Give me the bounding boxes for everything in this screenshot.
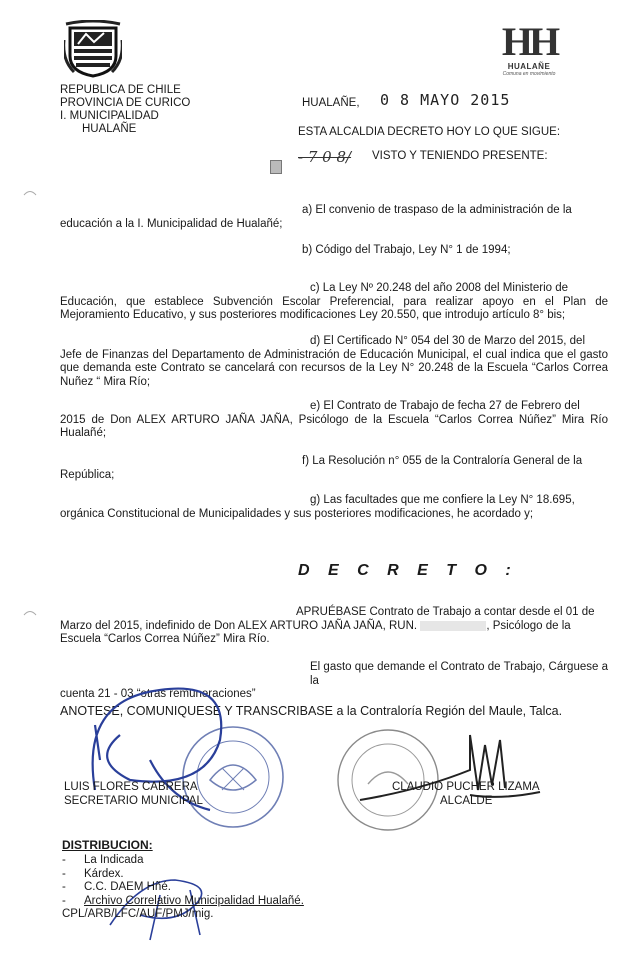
considerando-e: e) El Contrato de Trabajo de fecha 27 de Febrero del 2015 de Don ALEX ARTURO JAÑA JAÑA, Psicólogo de la Escuela “Carlos Correa Núñez” Mira Río Hualañé;	[60, 400, 608, 440]
header-line-commune: HUALAÑE	[82, 123, 137, 135]
logo-mark: HH	[501, 19, 557, 64]
mayor-name: CLAUDIO PUCHER LIZAMA	[392, 781, 540, 793]
considerando-b: b) Código del Trabajo, Ley N° 1 de 1994;	[302, 244, 511, 256]
visto-label: VISTO Y TENIENDO PRESENTE:	[372, 150, 548, 162]
decreto-title: D E C R E T O :	[298, 562, 518, 579]
distribution-list	[62, 854, 304, 922]
list-item: - C.C. DAEM Hñé.	[62, 881, 171, 893]
logo-name: HUALAÑE	[507, 62, 551, 71]
date-stamp: 0 8 MAYO 2015	[380, 91, 511, 109]
resolution-2: El gasto que demande el Contrato de Trabajo, Cárguese a la cuenta 21 - 03 “otras remuneraciones”	[60, 661, 608, 701]
list-item: - Kárdex.	[62, 867, 124, 880]
anotese-clause: ANOTESE, COMUNIQUESE Y TRANSCRIBASE a la Contraloría Región del Maule, Talca.	[60, 704, 563, 718]
mayor-signature-block	[392, 780, 540, 808]
initials-line: CPL/ARB/LFC/AUF/PMJ/mig.	[62, 908, 214, 920]
header-line-municipality: I. MUNICIPALIDAD	[60, 110, 159, 122]
secretary-role: SECRETARIO MUNICIPAL	[64, 795, 203, 807]
resolution-1: APRUÉBASE Contrato de Trabajo a contar desde el 01 de Marzo del 2015, indefinido de Don ALEX ARTURO JAÑA JAÑA, RUN. , Psicólogo de la Escuela “Carlos Correa Núñez” Mira Río.	[60, 606, 595, 646]
place-label: HUALAÑE,	[302, 97, 360, 109]
secretary-signature-block	[64, 780, 203, 808]
considerando-g: g) Las facultades que me confiere la Ley N° 18.695, orgánica Constitucional de Municipalidades y sus posteriores modificaciones, he acordado y;	[60, 494, 575, 520]
preamble: ESTA ALCALDIA DECRETO HOY LO QUE SIGUE:	[298, 126, 561, 138]
secretary-stamp-icon	[183, 727, 283, 827]
header-line-country: REPUBLICA DE CHILE	[60, 84, 181, 96]
secretary-name: LUIS FLORES CABRERA	[64, 781, 198, 793]
header-line-province: PROVINCIA DE CURICO	[60, 97, 191, 109]
logo-tagline: Comuna en movimiento	[502, 71, 556, 77]
mayor-role: ALCALDE	[440, 795, 493, 807]
decree-number: - 7 0 8/	[298, 148, 352, 166]
list-item: - Archivo Correlativo Municipalidad Hualañé.	[62, 894, 304, 907]
considerando-c: c) La Ley Nº 20.248 del año 2008 del Ministerio de Educación, que establece Subvención Escolar Preferencial, para realizar apoyo en el Plan de Mejoramiento Educativo, y sus posteriores modificaciones Ley 20.550, que introdujo artículo 8° bis;	[60, 282, 608, 322]
considerando-d: d) El Certificado N° 054 del 30 de Marzo del 2015, del Jefe de Finanzas del Departamento de Administración de Educación Municipal, el cual indica que el gasto que demanda este Contrato se cancelará con recursos de la Ley N° 20.248 de la Escuela “Carlos Correa Nuñez “ Mira Río;	[60, 335, 608, 388]
distribution-title: DISTRIBUCION:	[62, 838, 153, 852]
considerando-a: a) El convenio de traspaso de la administración de la educación a la I. Municipalidad de Hualañé;	[60, 204, 572, 230]
list-item: - La Indicada	[62, 854, 144, 866]
considerando-f: f) La Resolución n° 055 de la Contraloría General de la República;	[60, 455, 583, 481]
